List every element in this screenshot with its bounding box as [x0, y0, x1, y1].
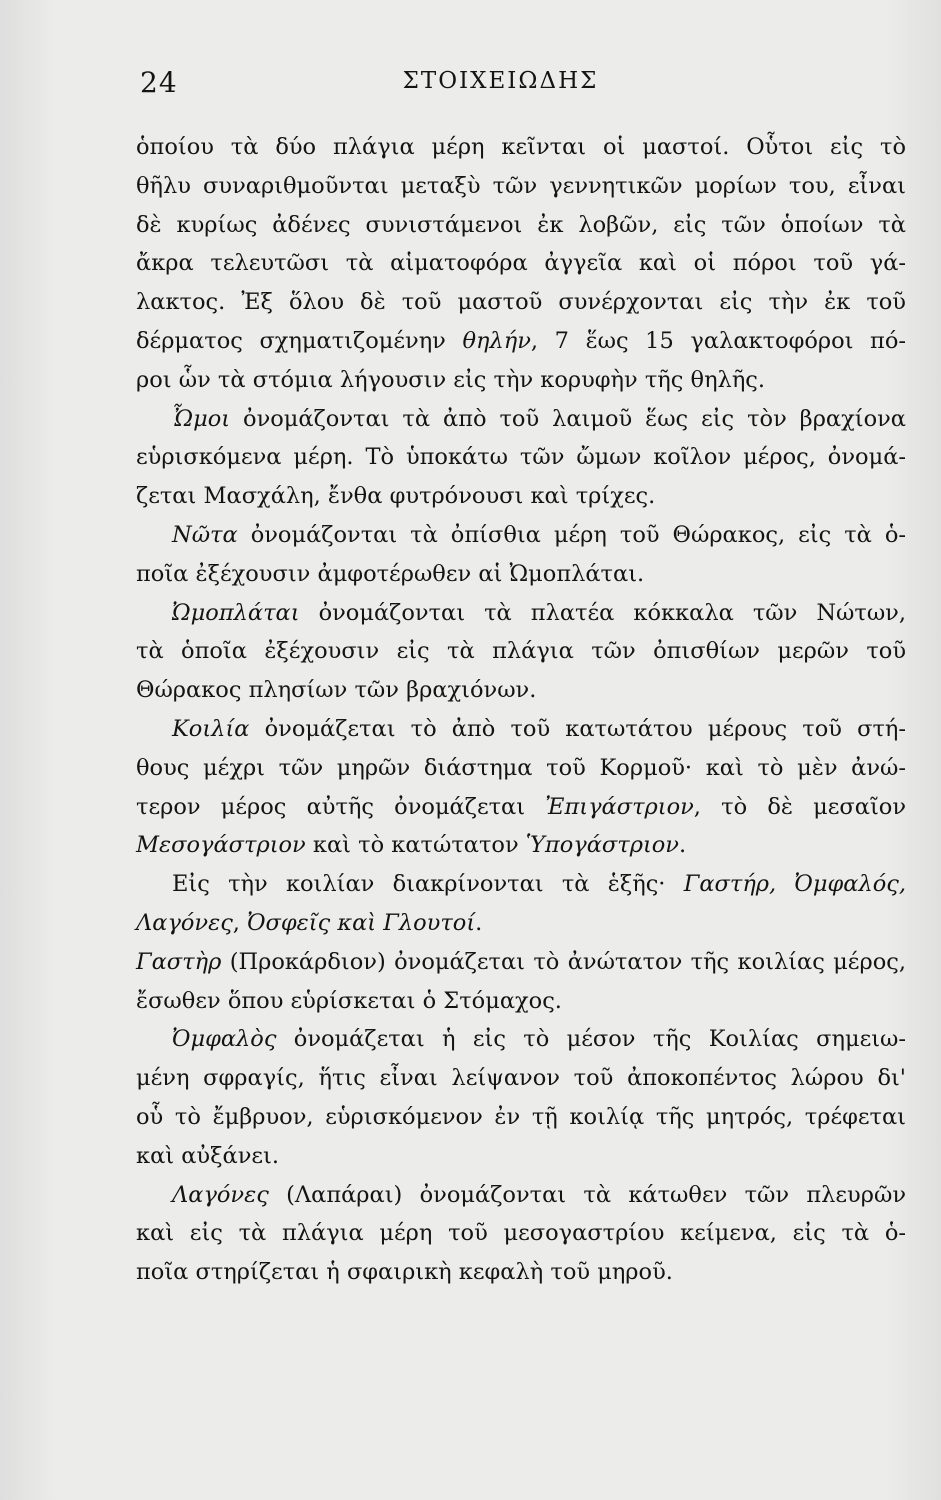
text-line [136, 1020, 906, 1059]
text-line [136, 438, 906, 477]
text-segment: θῆλυ συναριθμοῦνται μεταξὺ τῶν γεννητικῶν μορίων του, εἶναι [136, 172, 906, 199]
text-line [136, 1137, 906, 1176]
italic-term: Μεσογάστριον [136, 832, 306, 859]
text-segment: ὀνομάζεται ἡ εἰς τὸ μέσον τῆς Κοιλίας σημειω- [276, 1026, 906, 1053]
text-line [136, 1253, 906, 1292]
text-line [136, 361, 906, 400]
text-segment: ροι ὧν τὰ στόμια λήγουσιν εἰς τὴν κορυφὴν τῆς θηλῆς. [136, 366, 766, 393]
text-segment: ἔσωθεν ὅπου εὑρίσκεται ὁ Στόμαχος. [136, 987, 562, 1014]
text-segment: ποῖα ἐξέχουσιν ἀμφοτέρωθεν αἱ Ὠμοπλάται. [136, 560, 645, 587]
text-line [136, 904, 906, 943]
text-segment: , τὸ δὲ μεσαῖον [693, 793, 906, 820]
italic-term: Ὀμφαλὸς [172, 1026, 277, 1053]
text-line [136, 1059, 906, 1098]
text-segment: . [475, 909, 483, 936]
text-line [136, 322, 906, 361]
italic-term: Ὠμοπλάται [172, 599, 300, 626]
text-line [136, 865, 906, 904]
text-segment: (Προκάρδιον) ὀνομάζεται τὸ ἀνώτατον τῆς κοιλίας μέρος, [221, 948, 906, 975]
text-segment: λακτος. Ἐξ ὅλου δὲ τοῦ μαστοῦ συνέρχονται εἰς τὴν ἐκ τοῦ [136, 289, 906, 316]
text-line [136, 710, 906, 749]
italic-term: Ὀσφεῖς καὶ Γλουτοί [247, 909, 476, 936]
text-segment: δέρματος σχηματιζομένην [136, 327, 463, 354]
text-line [136, 206, 906, 245]
text-line [136, 632, 906, 671]
text-line [136, 244, 906, 283]
text-segment: τὰ ὁποῖα ἐξέχουσιν εἰς τὰ πλάγια τῶν ὀπισθίων μερῶν τοῦ [136, 638, 906, 665]
text-line [136, 943, 906, 982]
text-line [136, 477, 906, 516]
running-head: ΣΤΟΙΧΕΙΩΔΗΣ [402, 68, 599, 94]
text-segment: , [232, 909, 248, 936]
text-segment: καὶ εἰς τὰ πλάγια μέρη τοῦ μεσογαστρίου κείμενα, εἰς τὰ ὁ- [136, 1220, 906, 1247]
text-segment: ὀνομάζονται τὰ πλατέα κόκκαλα τῶν Νώτων, [299, 599, 906, 626]
text-segment: , 7 ἕως 15 γαλακτοφόροι πό- [530, 327, 906, 354]
text-line [136, 1176, 906, 1215]
text-line [136, 826, 906, 865]
italic-term: Κοιλία [172, 715, 250, 742]
text-line [136, 516, 906, 555]
text-segment: ὁποίου τὰ δύο πλάγια μέρη κεῖνται οἱ μαστοί. Οὗτοι εἰς τὸ [136, 134, 906, 160]
text-segment: δὲ κυρίως ἀδένες συνιστάμενοι ἐκ λοβῶν, εἰς τῶν ὁποίων τὰ [136, 211, 906, 238]
text-segment: τερον μέρος αὐτῆς ὀνομάζεται [136, 793, 546, 820]
text-segment: ζεται Μασχάλη, ἔνθα φυτρόνουσι καὶ τρίχες. [136, 483, 656, 510]
text-segment: καὶ τὸ κατώτατον [305, 832, 526, 859]
italic-term: Ὦμοι [172, 405, 231, 432]
text-segment: ἄκρα τελευτῶσι τὰ αἱματοφόρα ἀγγεῖα καὶ οἱ πόροι τοῦ γά- [136, 250, 906, 277]
text-line [136, 128, 906, 167]
text-segment: ὀνομάζεται τὸ ἀπὸ τοῦ κατωτάτου μέρους τοῦ στή- [249, 715, 906, 742]
text-line [136, 788, 906, 827]
text-segment: ποῖα στηρίζεται ἡ σφαιρικὴ κεφαλὴ τοῦ μηροῦ. [136, 1259, 673, 1286]
italic-term: Γαστὴρ [136, 948, 222, 975]
text-segment: μένη σφραγίς, ἥτις εἶναι λείψανον τοῦ ἀποκοπέντος λώρου δι' [136, 1065, 906, 1092]
italic-term: Λαγόνες [136, 909, 233, 936]
text-line [136, 167, 906, 206]
text-line [136, 749, 906, 788]
text-segment: Εἰς τὴν κοιλίαν διακρίνονται τὰ ἑξῆς· [172, 871, 684, 898]
text-line [136, 1214, 906, 1253]
text-line [136, 671, 906, 710]
text-segment: (Λαπάραι) ὀνομάζονται τὰ κάτωθεν τῶν πλευρῶν [268, 1181, 906, 1208]
page-number: 24 [140, 66, 178, 99]
text-segment: Θώρακος πλησίων τῶν βραχιόνων. [136, 677, 537, 704]
italic-term: Λαγόνες [172, 1181, 269, 1208]
text-line [136, 283, 906, 322]
text-segment: οὗ τὸ ἔμβρυον, εὑρισκόμενον ἐν τῇ κοιλίᾳ τῆς μητρός, τρέφεται [136, 1103, 906, 1130]
text-line [136, 555, 906, 594]
text-segment: θους μέχρι τῶν μηρῶν διάστημα τοῦ Κορμοῦ· καὶ τὸ μὲν ἀνώ- [136, 754, 906, 781]
italic-term: Ὑπογάστριον [525, 832, 679, 859]
text-line [136, 400, 906, 439]
text-segment: καὶ αὐξάνει. [136, 1142, 279, 1169]
text-segment: . [679, 832, 687, 859]
body-text [136, 128, 906, 1292]
italic-term: Ἐπιγάστριον [545, 793, 694, 820]
text-segment: ὀνομάζονται τὰ ὀπίσθια μέρη τοῦ Θώρακος, εἰς τὰ ὁ- [237, 521, 906, 548]
text-segment: εὑρισκόμενα μέρη. Τὸ ὑποκάτω τῶν ὤμων κοῖλον μέρος, ὀνομά- [136, 444, 906, 471]
text-segment: ὀνομάζονται τὰ ἀπὸ τοῦ λαιμοῦ ἕως εἰς τὸν βραχίονα [230, 405, 906, 432]
text-line [136, 1098, 906, 1137]
text-line [136, 594, 906, 633]
italic-term: Νῶτα [172, 521, 238, 548]
italic-term: θηλήν [462, 327, 531, 354]
italic-term: Γαστήρ, Ὀμφαλός, [683, 871, 906, 898]
text-line [136, 982, 906, 1021]
